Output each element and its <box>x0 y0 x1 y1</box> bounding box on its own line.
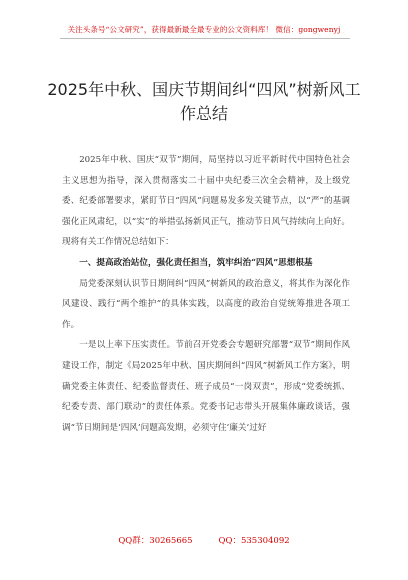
footer-qq: QQ：535304092 <box>218 536 290 546</box>
intro-paragraph: 2025年中秋、国庆“双节”期间，局坚持以习近平新时代中国特色社会主义思想为指导，深入贯彻落实二十届中央纪委三次全会精神，及上级党委、纪委部署要求，紧盯节日“四风”问题易发多发关键节点，以“严”的基调强化正风肃纪，以“实”的举措弘扬新风正气，推动节日风气持续向上向好。现将有关工作情况总结如下： <box>62 155 350 248</box>
header-banner: 关注头条号“公文研究”，获得最新最全最专业的公文资料库！ 微信：gongwenyj <box>67 25 341 34</box>
document-title: 2025年中秋、国庆节期间纠“四风”树新风工作总结 <box>47 80 361 123</box>
body-paragraph: 局党委深刻认识节日期间纠“四风”树新风的政治意义，将其作为深化作风建设、践行“两个维护”的具体实践，以高度的政治自觉统筹推进各项工作。 <box>62 278 350 330</box>
header-divider <box>60 38 350 39</box>
body-paragraph: 一是以上率下压实责任。节前召开党委会专题研究部署“双节”期间作风建设工作，制定《局2025年中秋、国庆期间纠“四风”树新风工作方案》，明确党委主体责任、纪委监督责任、班子成员“一岗双责”，形成“党委统抓、纪委专责、部门联动”的责任体系。党委书记志带头开展集体廉政谈话，强调“节日期间是‘四风’问题高发期，必须守住‘廉关’过好 <box>62 340 350 433</box>
document-body <box>62 150 350 438</box>
footer-contact <box>0 534 408 546</box>
section-heading-1: 一、提高政治站位，强化责任担当，筑牢纠治“四风”思想根基 <box>79 257 313 268</box>
footer-qq-group: QQ群：30265665 <box>118 536 193 546</box>
